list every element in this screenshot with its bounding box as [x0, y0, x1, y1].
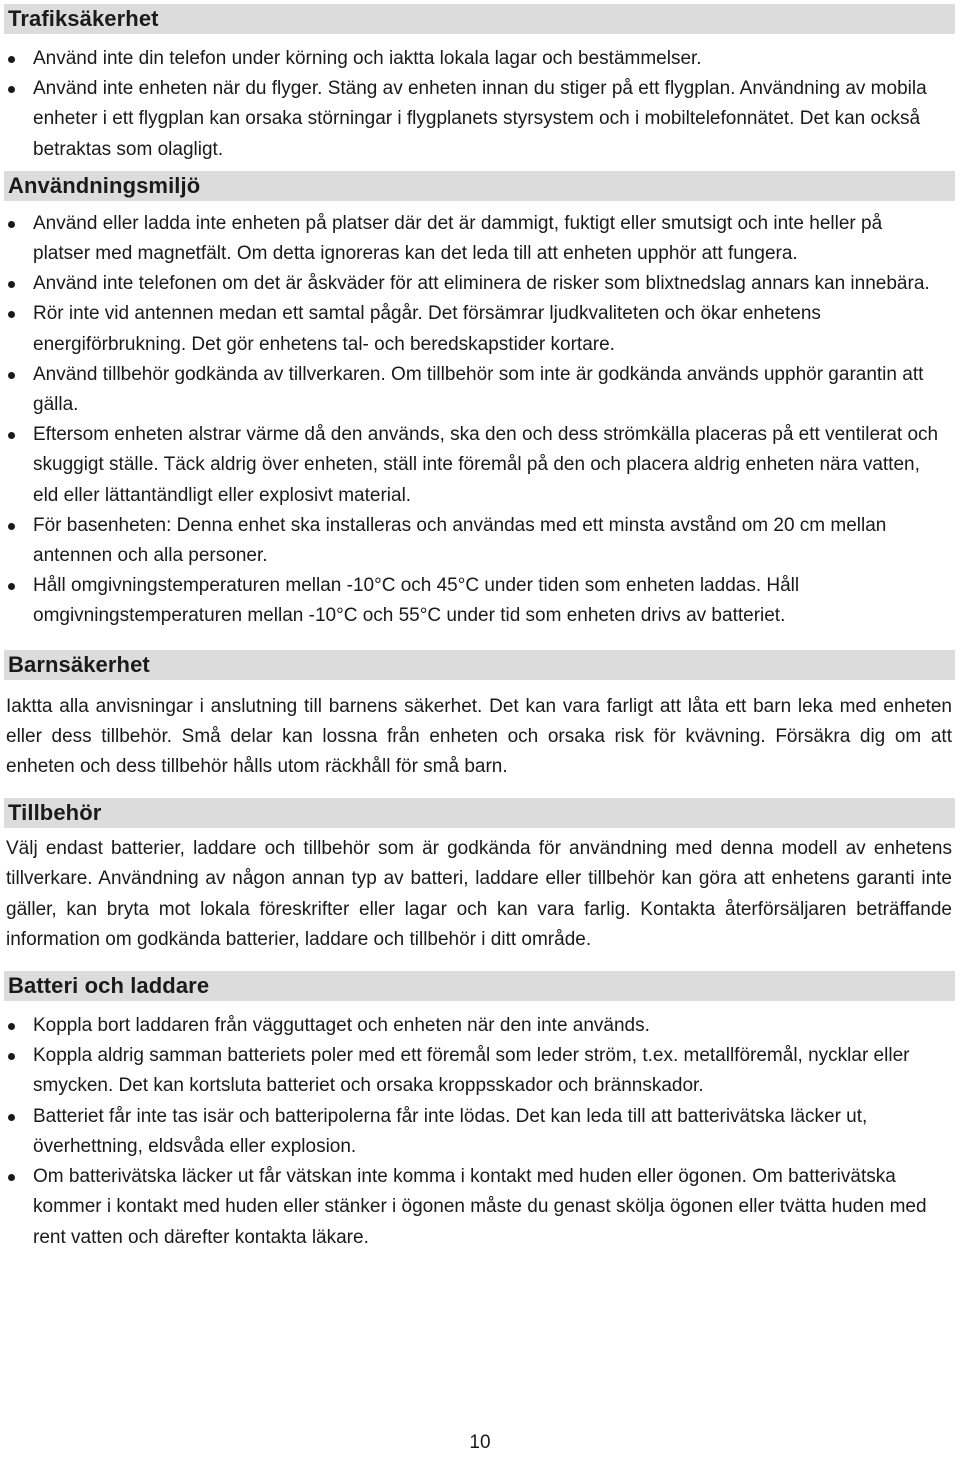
section-heading: Batteri och laddare [4, 971, 955, 1001]
section-heading: Barnsäkerhet [4, 650, 955, 680]
page-number: 10 [469, 1432, 491, 1453]
section-batteri-och-laddare [0, 971, 960, 1253]
section-anvandningsmiljo [0, 171, 960, 632]
list-item: För basenheten: Denna enhet ska installeras och användas med ett minsta avstånd om 20 cm mellan antennen och alla personer. [0, 511, 960, 571]
list-item: Rör inte vid antennen medan ett samtal pågår. Det försämrar ljudkvaliteten och ökar enhetens energiförbrukning. Det gör enhetens tal- och beredskapstider kortare. [0, 299, 960, 359]
list-item: Håll omgivningstemperaturen mellan -10°C och 45°C under tiden som enheten laddas. Håll omgivningstemperaturen mellan -10°C och 55°C under tid som enheten drivs av batteriet. [0, 571, 960, 631]
list-item: Eftersom enheten alstrar värme då den används, ska den och dess strömkälla placeras på ett ventilerat och skuggigt ställe. Täck aldrig över enheten, ställ inte föremål på den och placera aldrig enheten nära vatten, eld eller lättantändligt eller explosivt material. [0, 420, 960, 511]
list-item: Om batterivätska läcker ut får vätskan inte komma i kontakt med huden eller ögonen. Om batterivätska kommer i kontakt med huden eller stänker i ögonen måste du genast skölja ögonen eller tvätta huden med rent vatten och därefter kontakta läkare. [0, 1162, 960, 1253]
list-item: Använd tillbehör godkända av tillverkaren. Om tillbehör som inte är godkända används upphör garantin att gälla. [0, 360, 960, 420]
section-paragraph: Välj endast batterier, laddare och tillbehör som är godkända för användning med denna modell av enhetens tillverkare. Användning av någon annan typ av batteri, laddare eller tillbehör kan göra att enhetens garanti inte gäller, kan bryta mot lokala föreskrifter eller lagar och kan vara farlig. Kontakta återförsäljaren beträffande information om godkända batterier, laddare och tillbehör i ditt område. [6, 838, 952, 950]
list-item: Batteriet får inte tas isär och batteripolerna får inte lödas. Det kan leda till att batterivätska läcker ut, överhettning, eldsvåda eller explosion. [0, 1102, 960, 1162]
section-trafiksakerhet [0, 4, 960, 165]
list-item: Använd inte enheten när du flyger. Stäng av enheten innan du stiger på ett flygplan. Användning av mobila enheter i ett flygplan kan orsaka störningar i flygplanets styrsystem och i mobiltelefonnätet. Det kan också betraktas som olagligt. [0, 74, 960, 165]
bullet-list [0, 1011, 960, 1253]
list-item: Använd inte din telefon under körning och iaktta lokala lagar och bestämmelser. [0, 44, 960, 74]
list-item: Koppla aldrig samman batteriets poler med ett föremål som leder ström, t.ex. metallföremål, nycklar eller smycken. Det kan kortsluta batteriet och orsaka kroppsskador och brännskador. [0, 1041, 960, 1101]
manual-page [0, 4, 960, 1253]
section-heading: Trafiksäkerhet [4, 4, 955, 34]
list-item: Koppla bort laddaren från vägguttaget och enheten när den inte används. [0, 1011, 960, 1041]
list-item: Använd eller ladda inte enheten på platser där det är dammigt, fuktigt eller smutsigt och inte heller på platser med magnetfält. Om detta ignoreras kan det leda till att enheten upphör att fungera. [0, 209, 960, 269]
section-paragraph: Iaktta alla anvisningar i anslutning till barnens säkerhet. Det kan vara farligt att låta ett barn leka med enheten eller dess tillbehör. Små delar kan lossna från enheten och orsaka risk för kvävning. Försäkra dig om att enheten och dess tillbehör hålls utom räckhåll för små barn. [6, 695, 952, 778]
list-item: Använd inte telefonen om det är åskväder för att eliminera de risker som blixtnedslag annars kan innebära. [0, 269, 960, 299]
bullet-list [0, 44, 960, 165]
section-heading: Användningsmiljö [4, 171, 955, 201]
section-tillbehor [0, 798, 960, 955]
section-heading: Tillbehör [4, 798, 955, 828]
bullet-list [0, 209, 960, 632]
section-barnsakerhet [0, 650, 960, 783]
